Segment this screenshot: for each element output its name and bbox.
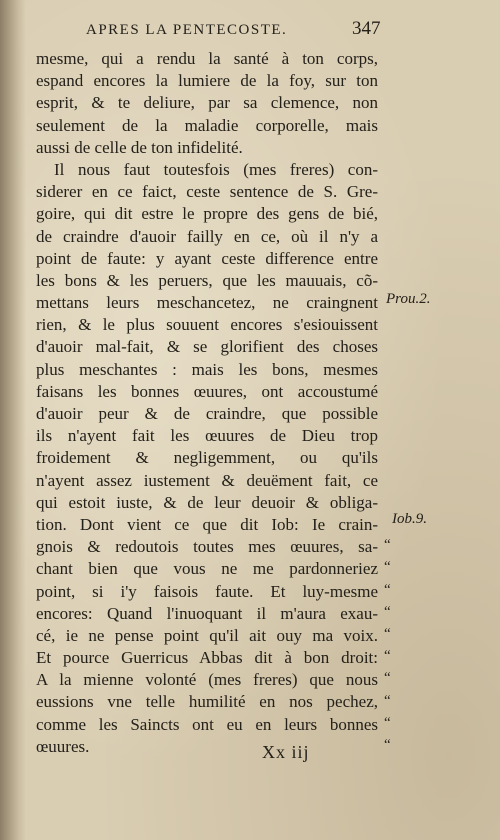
- quote-mark: “: [384, 625, 391, 642]
- text-line: les bons & les peruers, que les mauuais, cõ-: [36, 270, 378, 290]
- text-line: comme les Saincts ont eu en leurs bonnes: [36, 714, 378, 734]
- text-line: goire, qui dit estre le propre des gens de bié,: [36, 204, 378, 224]
- text-line: de craindre d'auoir failly en ce, où il n'y a: [36, 226, 378, 246]
- text-line: point, si i'y faisois faute. Et luy-mesme: [36, 581, 378, 601]
- text-line: d'auoir mal-fait, & se glorifient des choses: [36, 337, 378, 357]
- signature-mark: Xx iij: [262, 742, 310, 762]
- text-line: mesme, qui a rendu la santé à ton corps,: [36, 49, 378, 68]
- page-number: 347: [352, 18, 381, 39]
- text-line: encores: Quand l'inuoquant il m'aura exau-: [36, 603, 378, 623]
- quote-mark: “: [384, 537, 391, 554]
- margin-note-job: Iob.9.: [392, 511, 427, 527]
- quote-mark: “: [384, 670, 391, 687]
- text-line: d'auoir peur & de craindre, que possible: [36, 404, 378, 423]
- quotation-marks-column: [384, 512, 404, 756]
- text-line: espand encores la lumiere de la foy, sur ton: [36, 71, 378, 91]
- text-line: esprit, & te deliure, par sa clemence, non: [36, 93, 378, 113]
- quote-mark: “: [384, 714, 391, 731]
- quote-mark: “: [384, 603, 391, 620]
- text-line: gnois & redoutois toutes mes œuures, sa-: [36, 537, 378, 557]
- body-text: [36, 48, 378, 758]
- quote-mark: “: [384, 736, 391, 753]
- text-line: cé, ie ne pense point qu'il ait ouy ma voix.: [36, 625, 378, 645]
- text-line: ils n'ayent fait les œuures de Dieu trop: [36, 426, 378, 446]
- text-line: qui estoit iuste, & de leur deuoir & obliga-: [36, 492, 378, 512]
- text-line: plus meschantes : mais les bons, mesmes: [36, 359, 378, 379]
- margin-note-proverbs: Prou.2.: [386, 291, 431, 307]
- text-line: Et pource Guerricus Abbas dit à bon droit:: [36, 648, 378, 668]
- quote-mark: “: [384, 692, 391, 709]
- text-line: eussions vne telle humilité en nos pechez,: [36, 692, 378, 712]
- text-line: Il nous faut toutesfois (mes freres) con-: [54, 159, 378, 179]
- running-head: APRES LA PENTECOSTE.: [86, 22, 288, 38]
- text-line: point de faute: y ayant ceste difference entre: [36, 248, 378, 268]
- text-line: faisans les bonnes œuures, ont accoustumé: [36, 381, 378, 401]
- text-line: œuures.: [36, 736, 90, 756]
- quote-mark: “: [384, 559, 391, 576]
- text-line: siderer en ce faict, ceste sentence de S. Gre-: [36, 182, 378, 202]
- text-line: aussi de celle de ton infidelité.: [36, 137, 243, 157]
- quote-mark: “: [384, 648, 391, 665]
- text-line: chant bien que vous ne me pardonneriez: [36, 559, 378, 579]
- page-gutter-shadow: [0, 0, 26, 840]
- text-line: rien, & le plus souuent encores s'esiouissent: [36, 315, 378, 335]
- quote-mark: “: [384, 581, 391, 598]
- text-line: n'ayent assez iustement & deuëment fait, ce: [36, 470, 378, 490]
- text-line: A la mienne volonté (mes freres) que nous: [36, 670, 378, 690]
- text-line: mettans leurs meschancetez, ne craingnent: [36, 293, 378, 313]
- text-line: tion. Dont vient ce que dit Iob: Ie crain-: [36, 514, 378, 534]
- text-line: froidement & negligemment, ou qu'ils: [36, 448, 378, 468]
- text-line: seulement de la maladie corporelle, mais: [36, 115, 378, 135]
